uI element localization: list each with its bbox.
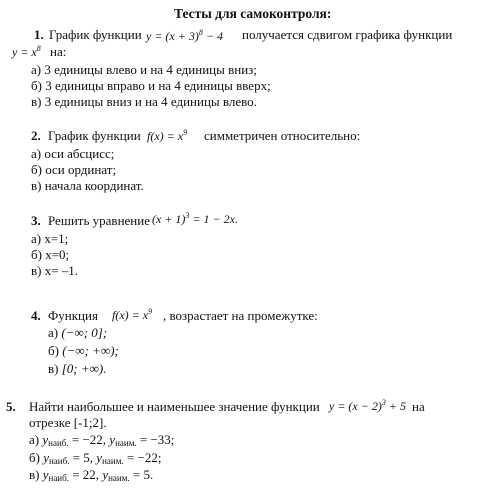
option-a: а) (−∞; 0];	[48, 325, 108, 340]
option-c: в) x= –1.	[31, 263, 79, 278]
question-number: 4.	[31, 308, 41, 323]
question-number: 1.	[34, 27, 44, 42]
question-text-end: на:	[50, 44, 67, 59]
option-c: в) 3 единицы вниз и на 4 единицы влево.	[31, 94, 257, 109]
option-c: в) $y_{наиб.} = 22$, $y_{наим.} = 5$.	[29, 467, 154, 483]
option-a: а) x=1;	[31, 231, 69, 246]
question-text: Найти наибольшее и наименьшее значение функции	[29, 399, 320, 414]
question-number: 3.	[31, 213, 41, 228]
option-b: б) 3 единицы вправо и на 4 единицы вверх;	[31, 78, 271, 93]
formula: $y = (x - 2)^3 + 5$	[329, 398, 406, 413]
formula-base: $y = x^8$	[12, 44, 41, 59]
formula: $y = (x + 3)^8 - 4$	[146, 28, 223, 43]
question-text-line2: отрезке [-1;2].	[29, 415, 107, 430]
option-a: а) $y_{наиб.} = -22$, $y_{наим.} = -33$;	[29, 432, 175, 448]
question-text: Решить уравнение	[48, 213, 150, 228]
question-text-cont: на	[412, 399, 425, 414]
option-b: б) (−∞; +∞);	[48, 343, 119, 358]
option-a: а) оси абсцисс;	[31, 146, 115, 161]
question-number: 5.	[6, 399, 16, 414]
page-title: Тесты для самоконтроля:	[174, 6, 332, 21]
option-c: в) [0; +∞).	[48, 361, 107, 376]
option-c: в) начала координат.	[31, 178, 144, 193]
formula: $f(x) = x^9$	[147, 128, 188, 143]
question-number: 2.	[31, 128, 41, 143]
question-text-cont: , возрастает на промежутке:	[163, 308, 318, 323]
option-b: б) $y_{наиб.} = 5$, $y_{наим.} = -22$;	[29, 450, 162, 466]
option-b: б) x=0;	[31, 247, 70, 262]
formula: $(x + 1)^3 = 1 - 2x$.	[152, 211, 238, 226]
option-b: б) оси ординат;	[31, 162, 117, 177]
option-a: а) 3 единицы влево и на 4 единицы вниз;	[31, 62, 257, 77]
question-text: График функции	[48, 128, 141, 143]
formula: $f(x) = x^9$	[112, 307, 153, 322]
question-text: График функции	[49, 27, 142, 42]
question-text-cont: получается сдвигом графика функции	[242, 27, 453, 42]
question-text-cont: симметричен относительно:	[204, 128, 361, 143]
question-text: Функция	[48, 308, 98, 323]
